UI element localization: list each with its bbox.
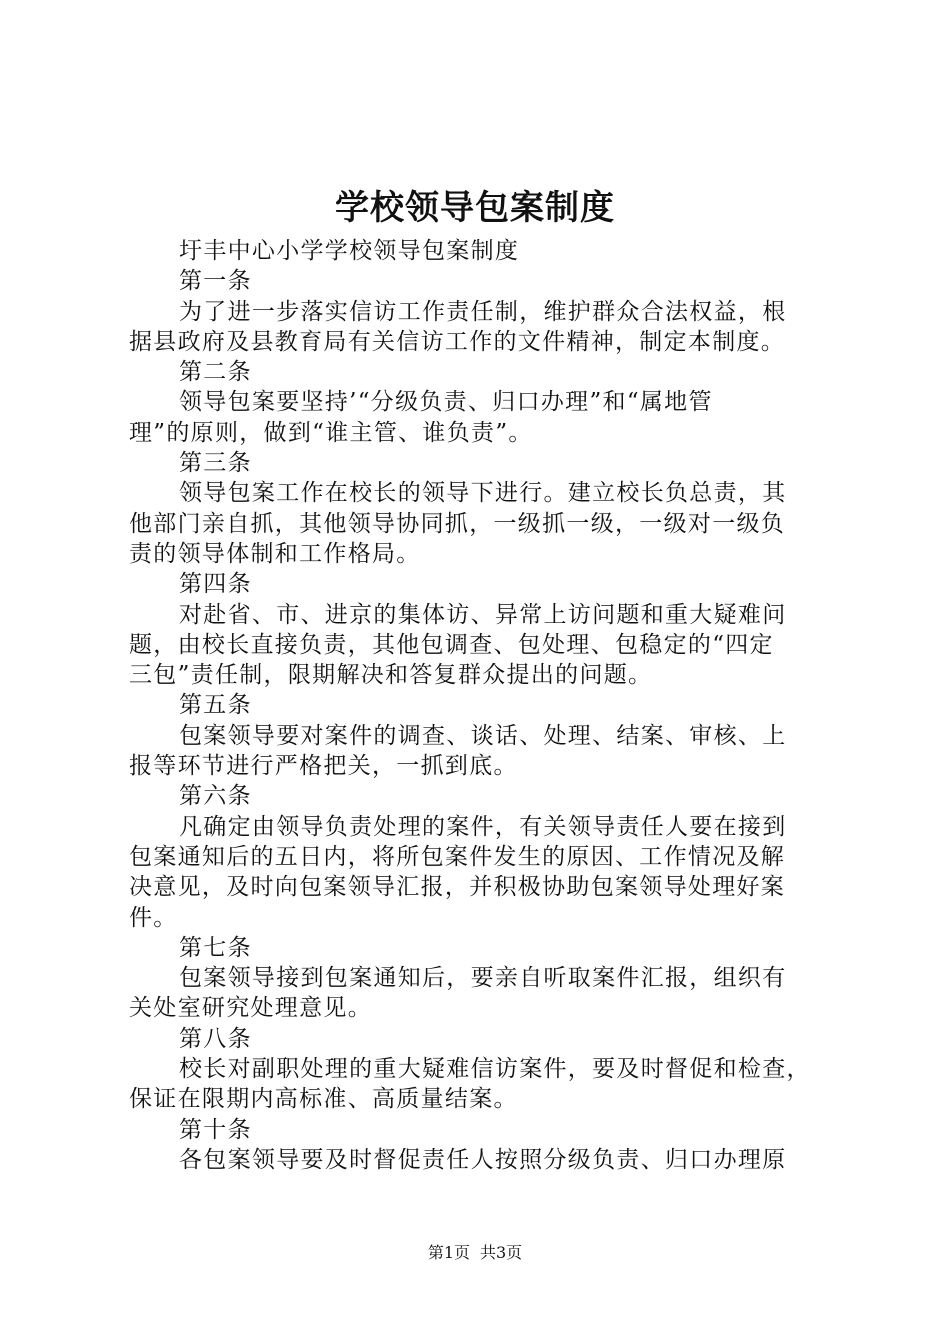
paragraph-line: 领导包案工作在校长的领导下进行。建立校长负总责，其 bbox=[179, 480, 787, 507]
document-title: 学校领导包案制度 bbox=[335, 188, 615, 228]
document-body bbox=[129, 236, 834, 1175]
paragraph-line: 保证在限期内高标准、高质量结案。 bbox=[129, 1086, 518, 1113]
paragraph-line: 各包案领导要及时督促责任人按照分级负责、归口办理原 bbox=[179, 1146, 787, 1173]
paragraph-line: 领导包案要坚持’“分级负责、归口办理”和“属地管 bbox=[179, 389, 713, 416]
paragraph-line: 对赴省、市、进京的集体访、异常上访问题和重大疑难问 bbox=[179, 601, 787, 628]
article-heading: 第二条 bbox=[179, 359, 252, 386]
paragraph-line: 责的领导体制和工作格局。 bbox=[129, 540, 421, 567]
article-heading: 第四条 bbox=[179, 571, 252, 598]
paragraph-line: 决意见，及时向包案领导汇报，并积极协助包案领导处理好案 bbox=[129, 874, 786, 901]
article-heading: 第一条 bbox=[179, 268, 252, 295]
paragraph-line: 件。 bbox=[129, 904, 178, 931]
page-number: 第1页 bbox=[427, 1243, 470, 1262]
paragraph-line: 校长对副职处理的重大疑难信访案件，要及时督促和检查， bbox=[179, 1056, 811, 1083]
paragraph-line: 报等环节进行严格把关，一抓到底。 bbox=[129, 753, 518, 780]
article-heading: 第六条 bbox=[179, 783, 252, 810]
paragraph-line: 关处室研究处理意见。 bbox=[129, 995, 372, 1022]
paragraph-line: 三包”责任制，限期解决和答复群众提出的问题。 bbox=[129, 662, 653, 689]
page-total: 共3页 bbox=[480, 1243, 523, 1262]
paragraph-line: 为了进一步落实信访工作责任制，维护群众合法权益，根 bbox=[179, 298, 787, 325]
paragraph-line: 题，由校长直接负责，其他包调查、包处理、包稳定的“四定 bbox=[129, 631, 774, 658]
paragraph-line: 凡确定由领导负责处理的案件，有关领导责任人要在接到 bbox=[179, 813, 787, 840]
article-heading: 第五条 bbox=[179, 692, 252, 719]
paragraph-line: 包案领导接到包案通知后，要亲自听取案件汇报，组织有 bbox=[179, 965, 787, 992]
article-heading: 第三条 bbox=[179, 450, 252, 477]
article-heading: 第十条 bbox=[179, 1116, 252, 1143]
article-heading: 第七条 bbox=[179, 934, 252, 961]
paragraph-line: 包案领导要对案件的调查、谈话、处理、结案、审核、上 bbox=[179, 722, 787, 749]
paragraph-line: 理”的原则，做到“谁主管、谁负责”。 bbox=[129, 419, 533, 446]
paragraph-line: 圩丰中心小学学校领导包案制度 bbox=[179, 238, 520, 264]
page-footer bbox=[0, 1241, 950, 1265]
paragraph-line: 包案通知后的五日内，将所包案件发生的原因、工作情况及解 bbox=[129, 843, 786, 870]
paragraph-line: 据县政府及县教育局有关信访工作的文件精神，制定本制度。 bbox=[129, 328, 786, 355]
article-heading: 第八条 bbox=[179, 1025, 252, 1052]
paragraph-line: 他部门亲自抓，其他领导协同抓，一级抓一级，一级对一级负 bbox=[129, 510, 786, 537]
